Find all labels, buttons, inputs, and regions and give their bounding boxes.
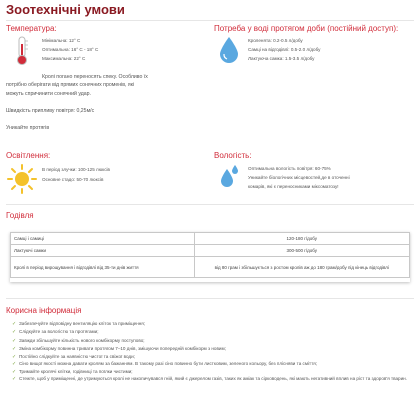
humidity-avoid: Уникайте біологічних місцевостей,де в оточенні [248, 175, 350, 180]
check-icon: ✓ [12, 345, 17, 352]
check-icon: ✓ [12, 368, 17, 375]
divider [6, 204, 414, 205]
table-cell-value: 120-180 г/добу [194, 233, 409, 245]
list-item: ✓ Завжди збільшуйте кількість нового комбікорму поступово; [12, 337, 145, 344]
temperature-text-2: потрібно оберігати від прямих сонячних променів, які [6, 82, 135, 88]
table-cell-value: 300-500 г/добу [194, 245, 409, 257]
feeding-table [10, 232, 410, 282]
table-cell-value: від 80 грам і збільшується з ростом кролів аж до 180 грам/добу під кінець відгодівлі [194, 257, 409, 278]
check-icon: ✓ [12, 361, 17, 368]
table-row [11, 233, 410, 245]
humidity-optimal: Оптимальна вологість повітря: 60-75% [248, 166, 331, 171]
water-drop-icon [218, 36, 240, 64]
water-title: Потреба у воді протягом доби (постійний доступ): [214, 24, 399, 33]
check-icon: ✓ [12, 329, 17, 336]
divider [6, 298, 414, 299]
list-item: ✓ Зміна комбікорму повинна тривати протягом 7–10 днів, змішуючи попередній комбікорм з новим; [12, 345, 226, 352]
humidity-drops-icon [218, 163, 240, 191]
lighting-title: Освітлення: [6, 151, 51, 160]
table-cell-label: Кролі в період вирощування і відгодівлі від 35-ти днів життя [11, 257, 195, 278]
temperature-min: Мінімальна: 12° С [42, 38, 81, 43]
temperature-opt: Оптимальна: 16° С - 18° С [42, 47, 99, 52]
list-item: ✓ Слідкуйте за вологістю та протягами; [12, 329, 99, 336]
check-icon: ✓ [12, 321, 17, 327]
table-row [11, 245, 410, 257]
check-icon: ✓ [12, 354, 17, 361]
lighting-mating: В період злучки: 100-125 люксів [42, 167, 111, 172]
humidity-mosquitoes: комарів, які є переносниками міксоматозу! [248, 184, 339, 189]
table-row [11, 257, 410, 278]
list-item: ✓ Стежте, щоб у приміщенні, де утримуються кролі не накопичувався гній, який є джерелом газів, таких як аміак та сірководень, які мають негативний вплив на ріст та здоров'я тварин. [12, 376, 407, 383]
list-item: ✓ Постійно слідкуйте за наявністю чистої та свіжої води; [12, 354, 135, 361]
page-title: Зоотехнічні умови [6, 2, 125, 17]
list-item: ✓ Тримайте кролячі клітки, годівниці та поїлки чистими; [12, 368, 133, 375]
lighting-main: Основне стадо: 50-70 люксів [42, 177, 104, 182]
humidity-title: Вологість: [214, 151, 252, 160]
info-title: Корисна інформація [6, 306, 82, 315]
table-cell-label: Самці і самиці [11, 233, 195, 245]
divider [6, 20, 414, 21]
water-kits: Кроленята: 0.2-0.5 л/добу [248, 38, 303, 43]
info-list [12, 320, 414, 383]
check-icon: ✓ [12, 376, 17, 383]
table-cell-label: Лактуючі самки [11, 245, 195, 257]
thermometer-icon [8, 36, 36, 66]
check-icon: ✓ [12, 337, 17, 344]
sun-icon [6, 163, 38, 195]
temperature-max: Максимальна: 22° С [42, 56, 86, 61]
water-males: Самці на відгодівлі: 0.5-2.0 л/добу [248, 47, 321, 52]
temperature-text-1: Кролі погано переносять спеку. Особливо їх [42, 74, 148, 80]
feeding-title: Годівля [6, 211, 34, 220]
temperature-title: Температура: [6, 24, 57, 33]
list-item: ✓ Сіно вищої якості можна давати кролям за бажанням. В такому разі сіно повинно бути листковим, зеленого кольору, без плісняви та сміття; [12, 361, 317, 368]
temperature-text-3: можуть спричинити сонячний удар. [6, 91, 91, 97]
list-item: ✓ Забезпечуйте відповідну вентиляцію кліток та приміщення; [12, 321, 146, 327]
drafts-note: Уникайте протягів [6, 125, 50, 131]
water-lactating: Лактуюча самка: 1.5-3.5 л/добу [248, 56, 315, 61]
air-speed: Швидкість припливу повітря: 0,25м/с [6, 108, 95, 114]
